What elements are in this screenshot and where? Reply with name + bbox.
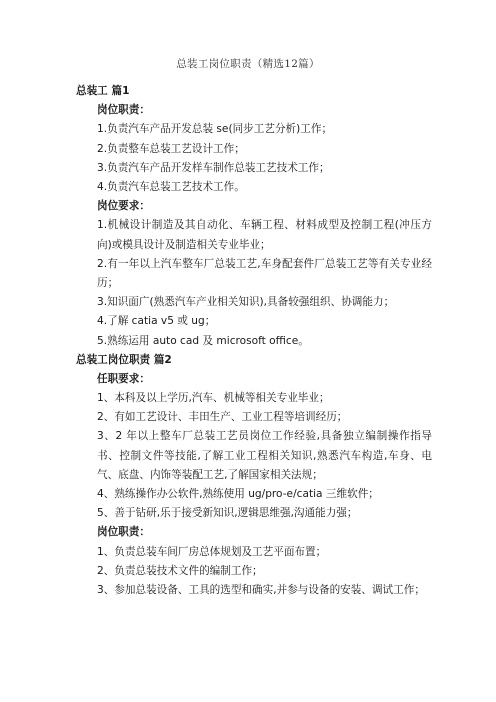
requirements-label: 岗位要求：	[97, 200, 150, 213]
section-heading-2: 总装工岗位职责 篇2	[76, 353, 172, 366]
list-item: 3、2 年以上整车厂总装工艺员岗位工作经验,具备独立编制操作指导书、控制文件等技能,了解工业工程相关知识,熟悉汽车构造,车身、电气、底盘、内饰等装配工艺,了解国家相关法规；	[97, 430, 432, 481]
list-item: 2.负责整车总装工艺设计工作；	[97, 142, 245, 155]
list-item: 2、负责总装技术文件的编制工作；	[97, 564, 263, 577]
list-item: 4、熟练操作办公软件,熟练使用 ug/pro-e/catia 三维软件；	[97, 488, 379, 501]
document-body	[76, 82, 432, 600]
duties-label: 岗位职责：	[97, 526, 150, 539]
list-item: 4.负责汽车总装工艺技术工作。	[97, 180, 245, 193]
list-item: 1、负责总装车间厂房总体规划及工艺平面布置；	[97, 545, 327, 558]
duties-label: 岗位职责：	[97, 104, 150, 117]
list-item: 3.负责汽车产品开发样车制作总装工艺技术工作；	[97, 161, 330, 174]
list-item: 5.熟练运用 auto cad 及 microsoft office。	[97, 334, 309, 347]
document-title: 总装工岗位职责（精选12篇）	[176, 58, 320, 70]
list-item: 4.了解 catia v5 或 ug；	[97, 315, 216, 328]
list-item: 5、善于钻研,乐于接受新知识,逻辑思维强,沟通能力强；	[97, 507, 358, 520]
list-item: 2、有如工艺设计、丰田生产、工业工程等培训经历；	[97, 411, 348, 424]
list-item: 1.负责汽车产品开发总装 se(同步工艺分析)工作；	[97, 123, 333, 136]
list-item: 2.有一年以上汽车整车厂总装工艺,车身配套件厂总装工艺等有关专业经历；	[97, 257, 432, 289]
list-item: 3、参加总装设备、工具的选型和确实,并参与设备的安装、调试工作；	[97, 583, 425, 596]
list-item: 1、本科及以上学历,汽车、机械等相关专业毕业；	[97, 392, 330, 405]
requirements-label: 任职要求：	[97, 372, 150, 385]
list-item: 3.知识面广(熟悉汽车产业相关知识),具备较强组织、协调能力；	[97, 296, 395, 309]
section-heading-1: 总装工 篇1	[76, 85, 130, 97]
list-item: 1.机械设计制造及其自动化、车辆工程、材料成型及控制工程(冲压方向)或模具设计及制造相关专业毕业；	[97, 219, 432, 251]
